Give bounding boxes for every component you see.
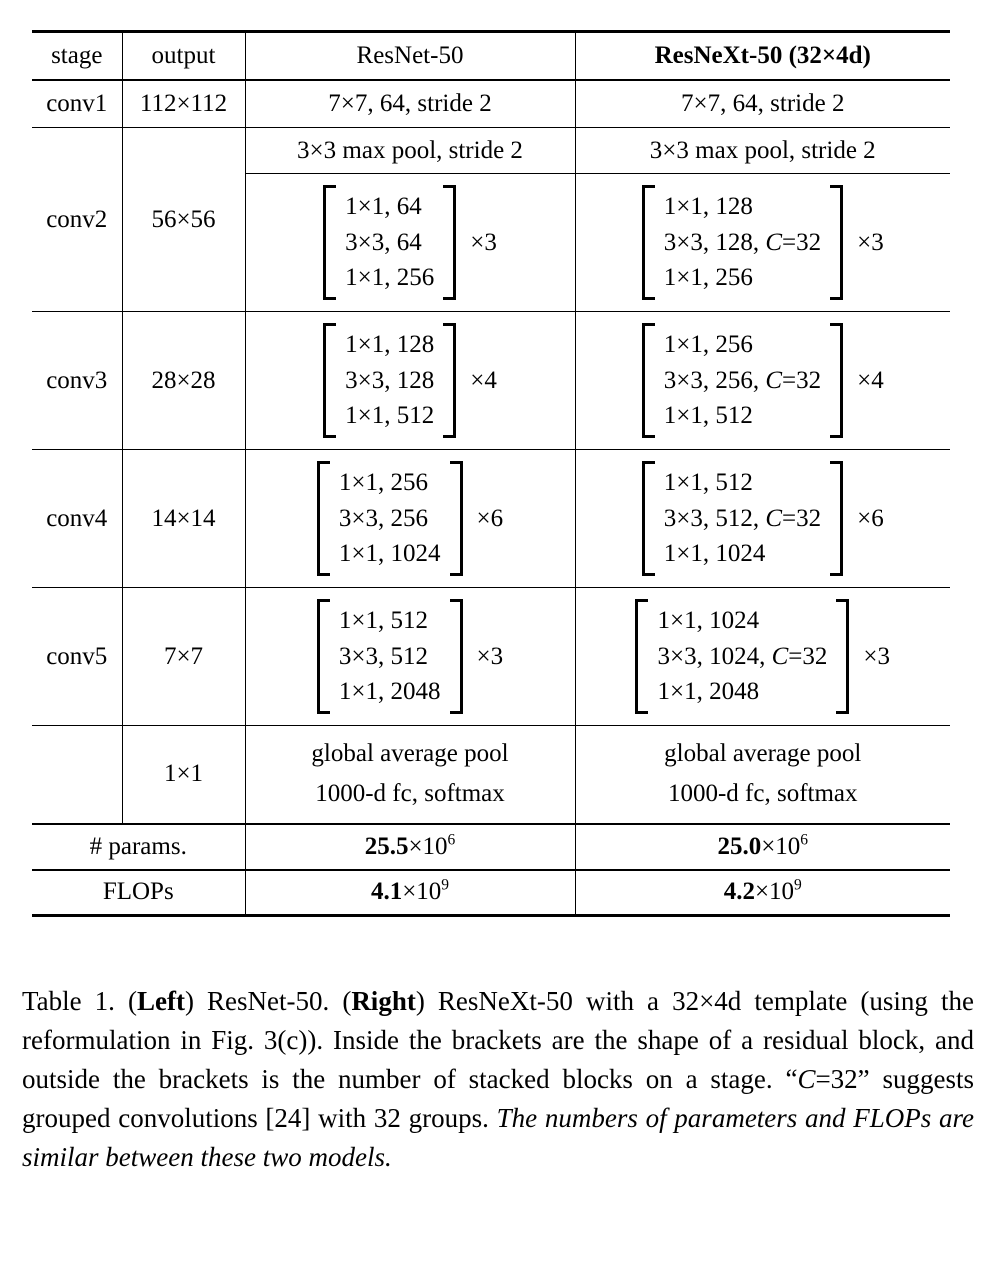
- conv2-stage: conv2: [32, 128, 122, 312]
- bracket-left-icon: [317, 461, 330, 576]
- conv5-resnet-bracket: [317, 599, 463, 714]
- block-line: 1×1, 512: [663, 469, 753, 497]
- conv2-resnext-bracket: [642, 185, 843, 300]
- bracket-right-icon: [830, 323, 843, 438]
- bracket-left-icon: [642, 185, 655, 300]
- bracket-left-icon: [323, 323, 336, 438]
- conv2-resnext-multiplier: ×3: [857, 228, 884, 256]
- classifier-resnet-line2: 1000-d fc, softmax: [315, 780, 505, 808]
- params-resnet: [245, 824, 575, 870]
- bracket-left-icon: [635, 599, 648, 714]
- conv2-resnet-bracket: [323, 185, 456, 300]
- bracket-right-icon: [443, 323, 456, 438]
- conv5-resnet-multiplier: ×3: [476, 642, 504, 670]
- params-label: # params.: [32, 824, 245, 870]
- caption-body2: =32” suggests grouped convolutions [24] with 32 groups.: [22, 1063, 974, 1133]
- conv3-output: 28×28: [122, 312, 245, 450]
- table-row-conv1: [32, 80, 950, 128]
- flops-resnext-mantissa: 4.2: [723, 878, 755, 906]
- header-output: output: [122, 32, 245, 80]
- bracket-left-icon: [642, 323, 655, 438]
- conv1-stage: conv1: [32, 80, 122, 128]
- conv5-resnext-block: [575, 588, 950, 726]
- conv3-resnext-block: [575, 312, 950, 450]
- conv3-stage: conv3: [32, 312, 122, 450]
- block-line: 1×1, 512: [663, 402, 753, 430]
- classifier-resnext: [575, 726, 950, 824]
- table-row-maxpool: [32, 128, 950, 174]
- conv5-resnext-multiplier: ×3: [863, 642, 890, 670]
- flops-resnet: [245, 870, 575, 916]
- caption-prefix: Table 1. (: [22, 986, 137, 1016]
- table-header-row: [32, 32, 950, 80]
- bracket-right-icon: [450, 461, 463, 576]
- conv1-resnet: 7×7, 64, stride 2: [245, 80, 575, 128]
- conv3-resnet-block: [245, 312, 575, 450]
- conv4-resnet-multiplier: ×6: [476, 504, 504, 532]
- bracket-left-icon: [317, 599, 330, 714]
- conv3-resnet-bracket: [323, 323, 456, 438]
- classifier-output: 1×1: [122, 726, 245, 824]
- params-resnext-exponent: 6: [800, 831, 809, 849]
- caption-italic-note: The numbers of parameters and FLOPs are similar between these two models.: [22, 1102, 974, 1172]
- table-row-params: [32, 824, 950, 870]
- block-line: 1×1, 1024: [663, 540, 766, 568]
- conv5-resnext-bracket: [635, 599, 849, 714]
- conv4-resnet-bracket: [317, 461, 463, 576]
- flops-resnet-mantissa: 4.1: [370, 878, 403, 906]
- conv5-stage: conv5: [32, 588, 122, 726]
- table-caption: [22, 982, 974, 1176]
- table-row-conv3: [32, 312, 950, 450]
- block-line: 1×1, 2048: [657, 678, 760, 706]
- caption-right-label: Right: [351, 986, 416, 1016]
- conv4-output: 14×14: [122, 450, 245, 588]
- block-line: 3×3, 128: [345, 366, 435, 394]
- params-resnet-times: ×10: [408, 832, 448, 860]
- conv4-resnext-bracket: [642, 461, 843, 576]
- params-resnext-mantissa: 25.0: [717, 832, 762, 860]
- table-row-conv5: [32, 588, 950, 726]
- block-line: 1×1, 256: [345, 264, 435, 292]
- architecture-table: [32, 30, 950, 917]
- block-line: 1×1, 1024: [338, 540, 441, 568]
- block-line: 3×3, 512, C=32: [663, 504, 822, 532]
- table-row-conv4: [32, 450, 950, 588]
- block-line: 3×3, 256: [338, 504, 428, 532]
- block-line: 1×1, 128: [345, 331, 435, 359]
- conv4-resnext-block: [575, 450, 950, 588]
- bracket-right-icon: [836, 599, 849, 714]
- flops-label: FLOPs: [32, 870, 245, 916]
- block-line: 1×1, 1024: [657, 607, 760, 635]
- conv4-stage: conv4: [32, 450, 122, 588]
- header-stage: stage: [32, 32, 122, 80]
- classifier-resnet: [245, 726, 575, 824]
- bracket-right-icon: [830, 461, 843, 576]
- conv5-resnet-block: [245, 588, 575, 726]
- block-line: 1×1, 64: [345, 193, 422, 221]
- bracket-left-icon: [642, 461, 655, 576]
- classifier-resnext-line2: 1000-d fc, softmax: [667, 780, 858, 808]
- block-line: 3×3, 1024, C=32: [657, 642, 828, 670]
- flops-resnext-exponent: 9: [794, 876, 802, 894]
- table-row-flops: [32, 870, 950, 916]
- conv3-resnext-bracket: [642, 323, 843, 438]
- flops-resnext-times: ×10: [754, 878, 795, 906]
- conv2-output: 56×56: [122, 128, 245, 312]
- block-line: 1×1, 512: [345, 402, 435, 430]
- header-resnet50: ResNet-50: [245, 32, 575, 80]
- table-row-classifier: [32, 726, 950, 824]
- block-line: 1×1, 512: [338, 607, 428, 635]
- conv3-resnext-multiplier: ×4: [857, 366, 884, 394]
- params-resnet-mantissa: 25.5: [364, 832, 409, 860]
- block-line: 1×1, 256: [663, 331, 753, 359]
- bracket-right-icon: [443, 185, 456, 300]
- architecture-table-container: [32, 30, 950, 917]
- classifier-resnet-line1: global average pool: [311, 739, 509, 767]
- caption-body: ) ResNeXt-50 with a 32×4d template (using the reformulation in Fig. 3(c)). Inside the brackets are the shape of a residual block, and outside the brackets is the number of stacked blocks on a stage. “: [22, 986, 974, 1094]
- params-resnet-exponent: 6: [447, 831, 456, 849]
- conv1-resnext: 7×7, 64, stride 2: [575, 80, 950, 128]
- classifier-stage: [32, 726, 122, 824]
- conv2-resnet-block: [245, 174, 575, 312]
- conv1-output: 112×112: [122, 80, 245, 128]
- header-resnext50: ResNeXt-50 (32×4d): [575, 32, 950, 80]
- block-line: 1×1, 256: [663, 264, 753, 292]
- conv2-resnext-block: [575, 174, 950, 312]
- block-line: 3×3, 64: [345, 228, 422, 256]
- params-resnext-times: ×10: [761, 832, 801, 860]
- params-resnext: [575, 824, 950, 870]
- bracket-right-icon: [450, 599, 463, 714]
- caption-cardinality-symbol: C: [797, 1063, 816, 1094]
- classifier-resnext-line1: global average pool: [664, 739, 862, 767]
- block-line: 3×3, 128, C=32: [663, 228, 822, 256]
- caption-left-label: Left: [136, 986, 185, 1016]
- block-line: 3×3, 512: [338, 642, 428, 670]
- caption-mid: ) ResNet-50. (: [184, 986, 352, 1016]
- block-line: 1×1, 2048: [338, 678, 441, 706]
- block-line: 1×1, 256: [338, 469, 428, 497]
- block-line: 1×1, 128: [663, 193, 753, 221]
- bracket-right-icon: [830, 185, 843, 300]
- conv5-output: 7×7: [122, 588, 245, 726]
- flops-resnext: [575, 870, 950, 916]
- block-line: 3×3, 256, C=32: [663, 366, 822, 394]
- flops-resnet-times: ×10: [402, 878, 442, 906]
- conv3-resnet-multiplier: ×4: [470, 366, 497, 394]
- maxpool-resnext: 3×3 max pool, stride 2: [575, 128, 950, 174]
- bracket-left-icon: [323, 185, 336, 300]
- conv2-resnet-multiplier: ×3: [470, 228, 497, 256]
- conv4-resnext-multiplier: ×6: [857, 504, 884, 532]
- conv4-resnet-block: [245, 450, 575, 588]
- maxpool-resnet: 3×3 max pool, stride 2: [245, 128, 575, 174]
- flops-resnet-exponent: 9: [441, 876, 450, 894]
